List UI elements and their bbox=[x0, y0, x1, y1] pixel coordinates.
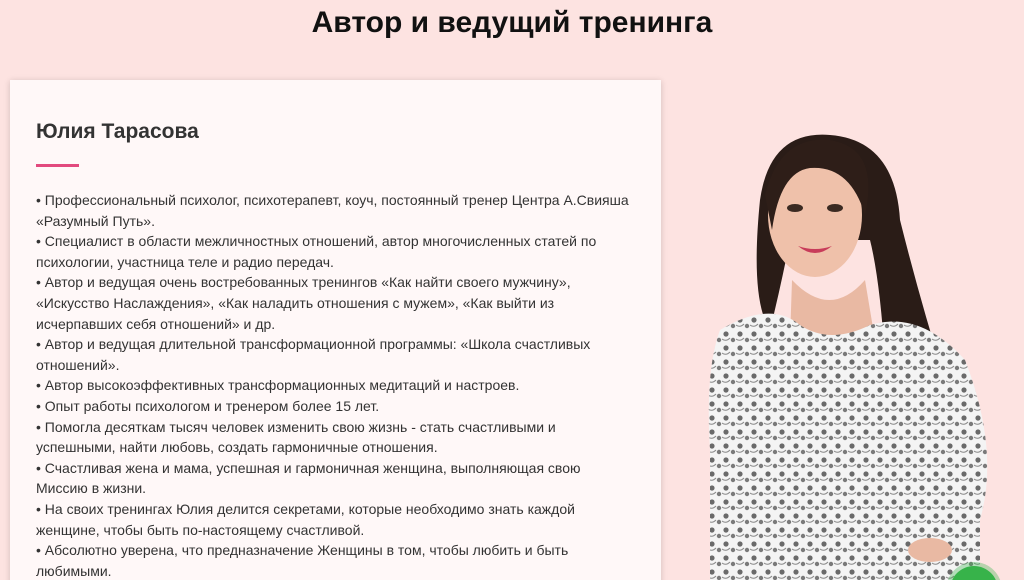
bio-item: • Специалист в области межличностных отношений, автор многочисленных статей по психологии, участница теле и радио передач. bbox=[36, 231, 636, 272]
name-divider bbox=[36, 164, 79, 167]
section-title: Автор и ведущий тренинга bbox=[311, 6, 713, 39]
bio-item: • Опыт работы психологом и тренером более 15 лет. bbox=[36, 396, 636, 417]
bio-item: • Автор и ведущая длительной трансформационной программы: «Школа счастливых отношений». bbox=[36, 334, 636, 375]
bio-item: • Абсолютно уверена, что предназначение Женщины в том, чтобы любить и быть любимыми. bbox=[36, 540, 636, 580]
author-name: Юлия Тарасова bbox=[36, 120, 199, 143]
bio-item: • Автор высокоэффективных трансформационных медитаций и настроев. bbox=[36, 375, 636, 396]
bio-item: • Профессиональный психолог, психотерапевт, коуч, постоянный тренер Центра А.Свияша «Разумный Путь». bbox=[36, 190, 636, 231]
author-card bbox=[10, 80, 661, 580]
bio-item: • Счастливая жена и мама, успешная и гармоничная женщина, выполняющая свою Миссию в жизни. bbox=[36, 458, 636, 499]
bio-item: • Помогла десяткам тысяч человек изменить свою жизнь - стать счастливыми и успешными, найти любовь, создать гармоничные отношения. bbox=[36, 417, 636, 458]
author-photo bbox=[680, 120, 1024, 580]
author-bio-list bbox=[36, 190, 636, 580]
bio-item: • Автор и ведущая очень востребованных тренингов «Как найти своего мужчину», «Искусство Наслаждения», «Как наладить отношения с мужем», «Как выйти из исчерпавших себя отношений» и др. bbox=[36, 272, 636, 334]
bio-item: • На своих тренингах Юлия делится секретами, которые необходимо знать каждой женщине, чтобы быть по-настоящему счастливой. bbox=[36, 499, 636, 540]
